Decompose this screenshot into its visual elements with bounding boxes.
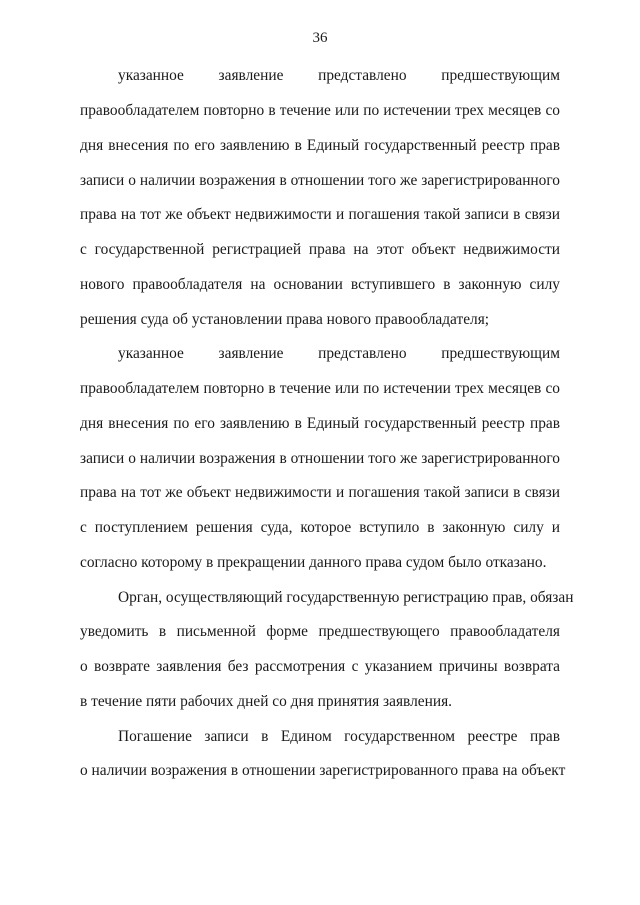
text-line: права на тот же объект недвижимости и погашения такой записи в связи <box>80 206 560 223</box>
text-line: Погашение записи в Едином государственном реестре прав <box>118 728 560 745</box>
text-line: согласно которому в прекращении данного права судом было отказано. <box>80 554 547 571</box>
text-line: уведомить в письменной форме предшествующего правообладателя <box>80 623 560 640</box>
text-line: о наличии возражения в отношении зарегистрированного права на объект <box>80 762 566 779</box>
text-line: правообладателем повторно в течение или по истечении трех месяцев со <box>80 380 560 397</box>
page-number: 36 <box>312 30 328 46</box>
text-line: указанное заявление представлено предшествующим <box>118 67 560 84</box>
text-line: указанное заявление представлено предшествующим <box>118 345 560 362</box>
text-line: Орган, осуществляющий государственную регистрацию прав, обязан <box>118 589 574 606</box>
text-line: дня внесения по его заявлению в Единый государственный реестр прав <box>80 415 560 432</box>
text-line: записи о наличии возражения в отношении того же зарегистрированного <box>80 172 560 189</box>
text-line: записи о наличии возражения в отношении того же зарегистрированного <box>80 450 560 467</box>
text-line: правообладателем повторно в течение или по истечении трех месяцев со <box>80 102 560 119</box>
text-line: права на тот же объект недвижимости и погашения такой записи в связи <box>80 484 560 501</box>
text-line: с государственной регистрацией права на этот объект недвижимости <box>80 241 560 258</box>
text-line: с поступлением решения суда, которое вступило в законную силу и <box>80 519 560 536</box>
text-line: дня внесения по его заявлению в Единый государственный реестр прав <box>80 137 560 154</box>
text-line: о возврате заявления без рассмотрения с указанием причины возврата <box>80 658 560 675</box>
text-line: решения суда об установлении права нового правообладателя; <box>80 311 490 328</box>
text-line: в течение пяти рабочих дней со дня принятия заявления. <box>80 693 452 710</box>
text-line: нового правообладателя на основании вступившего в законную силу <box>80 276 560 293</box>
